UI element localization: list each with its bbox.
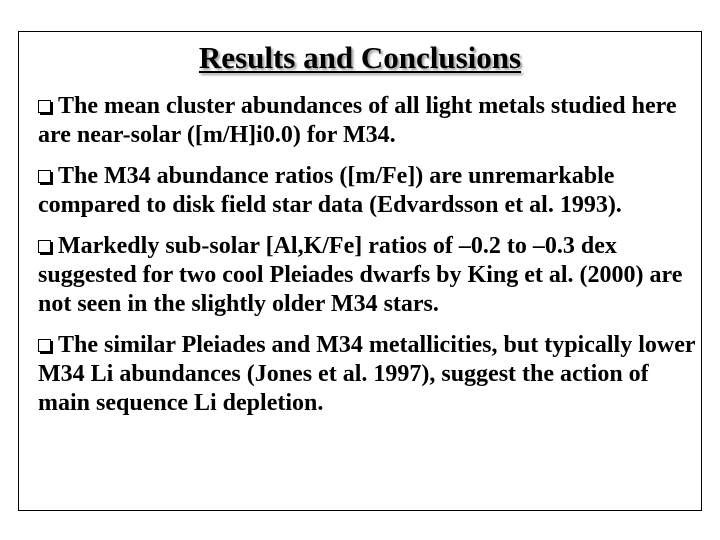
hollow-square-bullet-icon <box>38 240 51 253</box>
bullet-text-4: The similar Pleiades and M34 metallicities, but typically lower M34 Li abundances (Jones et al. 1997), suggest the action of main sequence Li depletion. <box>38 332 696 416</box>
slide-title <box>0 40 720 76</box>
bullet-item-1 <box>38 92 698 150</box>
bullet-item-2 <box>38 162 698 220</box>
bullet-item-3 <box>38 232 698 319</box>
hollow-square-bullet-icon <box>38 100 51 113</box>
bullet-text-2: The M34 abundance ratios ([m/Fe]) are unremarkable compared to disk field star data (Edvardsson et al. 1993). <box>38 163 622 218</box>
slide-title-text: Results and Conclusions <box>198 40 522 75</box>
hollow-square-bullet-icon <box>38 170 51 183</box>
hollow-square-bullet-icon <box>38 339 51 352</box>
bullet-text-3: Markedly sub-solar [Al,K/Fe] ratios of –0.2 to –0.3 dex suggested for two cool Pleiades dwarfs by King et al. (2000) are not seen in the slightly older M34 stars. <box>38 233 683 317</box>
bullet-item-4 <box>38 331 698 418</box>
bullet-text-1: The mean cluster abundances of all light metals studied here are near-solar ([m/H]i0.0) for M34. <box>38 93 677 148</box>
bullet-list <box>38 92 698 430</box>
